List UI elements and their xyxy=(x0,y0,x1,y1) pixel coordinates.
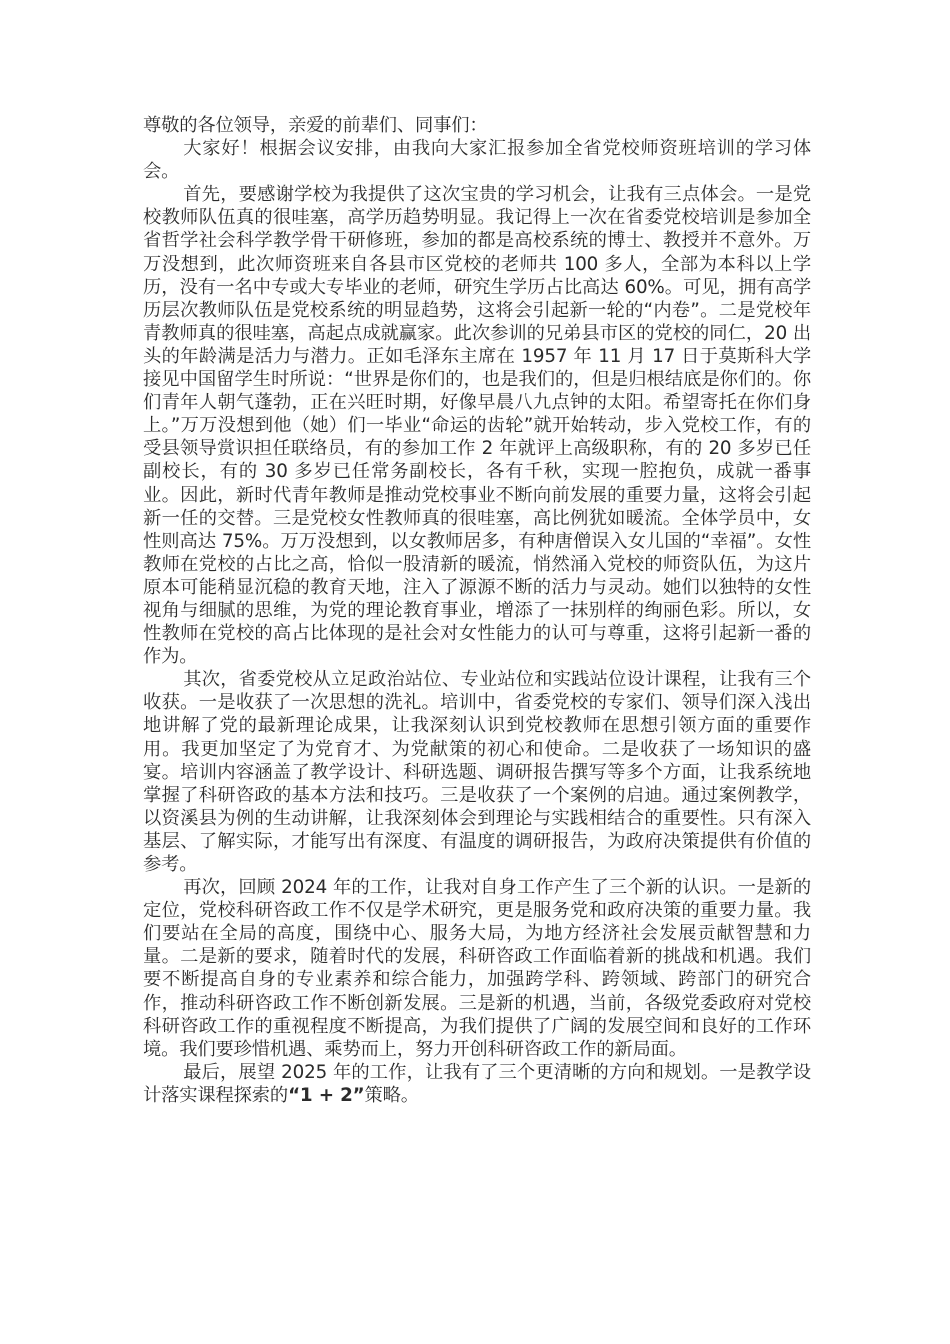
paragraph-third-recognitions: 再次，回顾 2024 年的工作，让我对自身工作产生了三个新的认识。一是新的定位，党校科研咨政工作不仅是学术研究，更是服务党和政府决策的重要力量。我们要站在全局的高度，围绕中心、服务大局，为地方经济社会发展贡献智慧和力量。二是新的要求，随着时代的发展，科研咨政工作面临着新的挑战和机遇。我们要不断提高自身的专业素养和综合能力，加强跨学科、跨领域、跨部门的研究合作，推动科研咨政工作不断创新发展。三是新的机遇，当前，各级党委政府对党校科研咨政工作的重视程度不断提高，为我们提供了广阔的发展空间和良好的工作环境。我们要珍惜机遇、乘势而上，努力开创科研咨政工作的新局面。 xyxy=(143,877,811,1060)
strategy-label-bold: “1 + 2” xyxy=(288,1084,365,1106)
document-page xyxy=(143,114,811,1107)
final-text-before: 最后，展望 2025 年的工作，让我有了三个更清晰的方向和规划。一是教学设计落实课程探索的 xyxy=(143,1061,811,1106)
paragraph-second-gains: 其次，省委党校从立足政治站位、专业站位和实践站位设计课程，让我有三个收获。一是收获了一次思想的洗礼。培训中，省委党校的专家们、领导们深入浅出地讲解了党的最新理论成果，让我深刻认识到党校教师在思想引领方面的重要作用。我更加坚定了为党育才、为党献策的初心和使命。二是收获了一场知识的盛宴。培训内容涵盖了教学设计、科研选题、调研报告撰写等多个方面，让我系统地掌握了科研咨政的基本方法和技巧。三是收获了一个案例的启迪。通过案例教学，以资溪县为例的生动讲解，让我深刻体会到理论与实践相结合的重要性。只有深入基层、了解实际，才能写出有深度、有温度的调研报告，为政府决策提供有价值的参考。 xyxy=(143,669,811,875)
salutation: 尊敬的各位领导，亲爱的前辈们、同事们： xyxy=(143,115,488,136)
final-text-after: 策略。 xyxy=(364,1084,419,1106)
paragraph-opening: 大家好！根据会议安排，由我向大家汇报参加全省党校师资班培训的学习体会。 xyxy=(143,138,811,183)
paragraph-first-experiences: 首先，要感谢学校为我提供了这次宝贵的学习机会，让我有三点体会。一是党校教师队伍真的很哇塞，高学历趋势明显。我记得上一次在省委党校培训是参加全省哲学社会科学教学骨干研修班，参加的都是高校系统的博士、教授并不意外。万万没想到，此次师资班来自各县市区党校的老师共 100 多人，全部为本科以上学历，没有一名中专或大专毕业的老师，研究生学历占比高达 60%。可见，拥有高学历层次教师队伍是党校系统的明显趋势，这将会引起新一轮的“内卷”。二是党校年青教师真的很哇塞，高起点成就赢家。此次参训的兄弟县市区的党校的同仁，20 出头的年龄满是活力与潜力。正如毛泽东主席在 1957 年 11 月 17 日于莫斯科大学接见中国留学生时所说：“世界是你们的，也是我们的，但是归根结底是你们的。你们青年人朝气蓬勃，正在兴旺时期，好像早晨八九点钟的太阳。希望寄托在你们身上。”万万没想到他（她）们一毕业“命运的齿轮”就开始转动，步入党校工作，有的受县领导赏识担任联络员，有的参加工作 2 年就评上高级职称，有的 20 多岁已任副校长，有的 30 多岁已任常务副校长，各有千秋，实现一腔抱负，成就一番事业。因此，新时代青年教师是推动党校事业不断向前发展的重要力量，这将会引起新一任的交替。三是党校女性教师真的很哇塞，高比例犹如暖流。全体学员中，女性则高达 75%。万万没想到，以女教师居多，有种唐僧误入女儿国的“幸福”。女性教师在党校的占比之高，恰似一股清新的暖流，悄然涌入党校的师资队伍，为这片原本可能稍显沉稳的教育天地，注入了源源不断的活力与灵动。她们以独特的女性视角与细腻的思维，为党的理论教育事业，增添了一抹别样的绚丽色彩。所以，女性教师在党校的高占比体现的是社会对女性能力的认可与尊重，这将引起新一番的作为。 xyxy=(143,184,811,668)
paragraph-final-outlook xyxy=(143,1061,811,1107)
